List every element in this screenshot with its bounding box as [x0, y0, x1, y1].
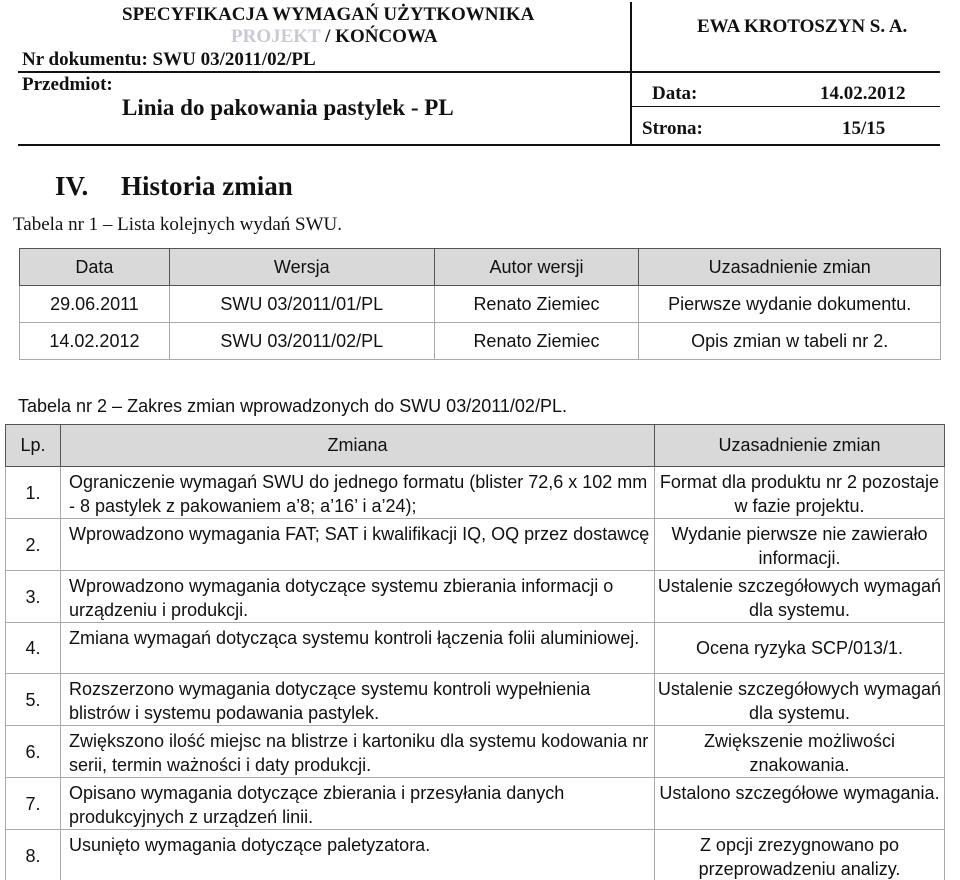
cell-reason: Opis zmian w tabeli nr 2.	[639, 323, 941, 360]
cell-change: Ograniczenie wymagań SWU do jednego formatu (blister 72,6 x 102 mm - 8 pastylek z pakowaniem a’8; a’16’ i a’24);	[61, 467, 655, 519]
company-name: EWA KROTOSZYN S. A.	[697, 16, 908, 37]
cell-lp: 8.	[6, 830, 61, 880]
cell-version: SWU 03/2011/01/PL	[169, 286, 434, 323]
header-divider-top	[18, 71, 940, 73]
header-divider-right-mid	[630, 106, 940, 107]
cell-change: Rozszerzono wymagania dotyczące systemu kontroli wypełnienia blistrów i systemu podawania pastylek.	[61, 674, 655, 726]
date-value: 14.02.2012	[820, 83, 906, 104]
cell-lp: 2.	[6, 519, 61, 571]
cell-lp: 1.	[6, 467, 61, 519]
cell-lp: 7.	[6, 778, 61, 830]
table1-caption: Tabela nr 1 – Lista kolejnych wydań SWU.	[13, 214, 342, 235]
cell-change: Zwiększono ilość miejsc na blistrze i kartoniku dla systemu kodowania nr serii, termin ważności i daty produkcji.	[61, 726, 655, 778]
cell-author: Renato Ziemiec	[434, 323, 639, 360]
header-divider-vertical	[630, 2, 632, 144]
cell-reason: Ocena ryzyka SCP/013/1.	[655, 623, 945, 674]
document-number: Nr dokumentu: SWU 03/2011/02/PL	[22, 49, 316, 70]
cell-change: Wprowadzono wymagania FAT; SAT i kwalifikacji IQ, OQ przez dostawcę	[61, 519, 655, 571]
cell-reason: Ustalono szczegółowe wymagania.	[655, 778, 945, 830]
column-header: Zmiana	[61, 425, 655, 467]
table-header-row	[6, 425, 945, 467]
subject-value: Linia do pakowania pastylek - PL	[122, 95, 454, 120]
project-status-dim: PROJEKT	[231, 26, 321, 47]
page-label: Strona:	[642, 118, 703, 139]
header-divider-bottom	[18, 144, 940, 146]
project-status-final: / KOŃCOWA	[320, 26, 438, 47]
table-row	[6, 623, 945, 674]
table-row	[6, 726, 945, 778]
cell-reason: Pierwsze wydanie dokumentu.	[639, 286, 941, 323]
cell-lp: 6.	[6, 726, 61, 778]
section-title: Historia zmian	[121, 171, 293, 201]
cell-reason: Ustalenie szczegółowych wymagań dla systemu.	[655, 571, 945, 623]
column-header: Wersja	[169, 249, 434, 286]
cell-lp: 5.	[6, 674, 61, 726]
column-header: Autor wersji	[434, 249, 639, 286]
document-title: SPECYFIKACJA WYMAGAŃ UŻYTKOWNIKA	[122, 4, 535, 25]
section-number: IV.	[55, 171, 89, 201]
cell-reason: Z opcji zrezygnowano po przeprowadzeniu analizy.	[655, 830, 945, 880]
date-label: Data:	[652, 83, 698, 104]
table-row	[6, 830, 945, 880]
document-header	[0, 0, 960, 146]
table-row	[6, 467, 945, 519]
versions-table	[19, 248, 941, 360]
cell-change: Zmiana wymagań dotycząca systemu kontroli łączenia folii aluminiowej.	[61, 623, 655, 674]
subject-label: Przedmiot:	[22, 74, 113, 95]
cell-change: Usunięto wymagania dotyczące paletyzatora.	[61, 830, 655, 880]
cell-date: 29.06.2011	[20, 286, 170, 323]
cell-date: 14.02.2012	[20, 323, 170, 360]
cell-change: Opisano wymagania dotyczące zbierania i przesyłania danych produkcyjnych z urządzeń linii.	[61, 778, 655, 830]
table-row	[20, 323, 941, 360]
table-row	[6, 519, 945, 571]
table-row	[6, 571, 945, 623]
table-row	[20, 286, 941, 323]
cell-reason: Wydanie pierwsze nie zawierało informacji.	[655, 519, 945, 571]
cell-lp: 4.	[6, 623, 61, 674]
table-row	[6, 674, 945, 726]
changes-table	[5, 424, 945, 880]
table-header-row	[20, 249, 941, 286]
table2-caption: Tabela nr 2 – Zakres zmian wprowadzonych do SWU 03/2011/02/PL.	[18, 396, 567, 416]
column-header: Uzasadnienie zmian	[639, 249, 941, 286]
column-header: Lp.	[6, 425, 61, 467]
cell-reason: Format dla produktu nr 2 pozostaje w fazie projektu.	[655, 467, 945, 519]
cell-change: Wprowadzono wymagania dotyczące systemu zbierania informacji o urządzeniu i produkcji.	[61, 571, 655, 623]
cell-version: SWU 03/2011/02/PL	[169, 323, 434, 360]
column-header: Data	[20, 249, 170, 286]
section-heading	[55, 171, 293, 202]
page-value: 15/15	[842, 118, 886, 139]
column-header: Uzasadnienie zmian	[655, 425, 945, 467]
cell-lp: 3.	[6, 571, 61, 623]
cell-author: Renato Ziemiec	[434, 286, 639, 323]
cell-reason: Ustalenie szczegółowych wymagań dla systemu.	[655, 674, 945, 726]
table-row	[6, 778, 945, 830]
cell-reason: Zwiększenie możliwości znakowania.	[655, 726, 945, 778]
project-status	[231, 26, 438, 48]
